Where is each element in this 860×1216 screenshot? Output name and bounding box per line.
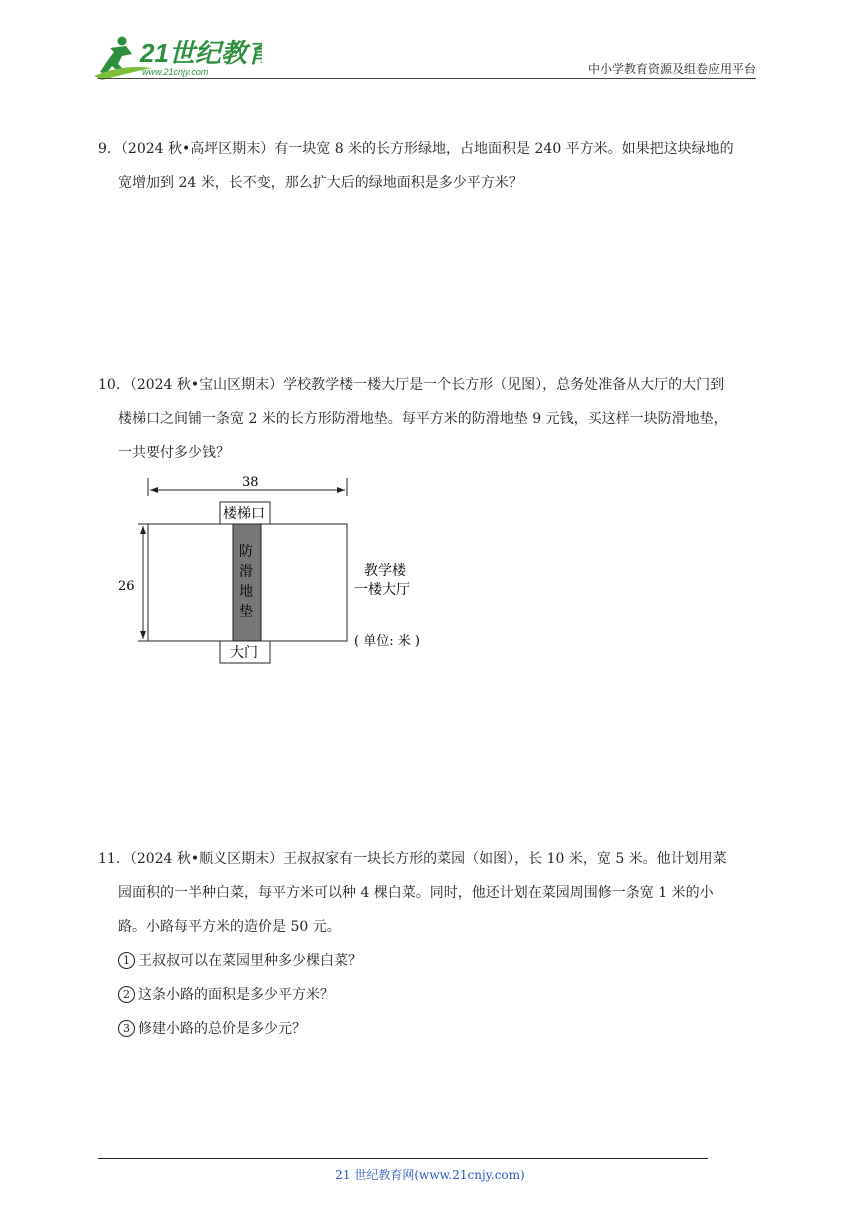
sub-question-1-text: 王叔叔可以在菜园里种多少棵白菜？ [138, 953, 362, 969]
page-header [0, 0, 860, 90]
height-label: 26 [118, 579, 135, 594]
stairway-label: 楼梯口 [223, 506, 265, 522]
height-arrow-down-icon [140, 631, 146, 639]
question-9-line-1: 9．（2024 秋•高坪区期末）有一块宽 8 米的长方形绿地，占地面积是 240 平方米。如果把这块绿地的 [98, 141, 734, 157]
question-11-line-2: 园面积的一半种白菜，每平方米可以种 4 棵白菜。同时，他还计划在菜园周围修一条宽 1 米的小 [118, 885, 714, 901]
question-11 [98, 842, 770, 1046]
question-10 [98, 368, 770, 470]
question-9 [98, 132, 770, 200]
sub-question-1 [98, 944, 770, 978]
footer-link[interactable]: 21 世纪教育网(www.21cnjy.com) [335, 1168, 525, 1182]
mat-char-1: 防 [239, 544, 253, 560]
question-10-line-2: 楼梯口之间铺一条宽 2 米的长方形防滑地垫。每平方米的防滑地垫 9 元钱，买这样一块防滑地垫， [118, 411, 728, 427]
circled-number-1: 1 [118, 952, 135, 969]
anti-slip-mat [233, 524, 261, 641]
question-10-line-1: 10．（2024 秋•宝山区期末）学校教学楼一楼大厅是一个长方形（见图），总务处准备从大厅的大门到 [98, 377, 725, 393]
sub-question-2 [98, 978, 770, 1012]
width-arrow-right-icon [337, 487, 345, 493]
question-11-line-1: 11．（2024 秋•顺义区期末）王叔叔家有一块长方形的菜园（如图），长 10 米，宽 5 米。他计划用菜 [98, 851, 727, 867]
platform-title: 中小学教育资源及组卷应用平台 [587, 62, 756, 76]
sub-question-3-text: 修建小路的总价是多少元？ [138, 1021, 306, 1037]
building-label: 教学楼 [364, 563, 406, 579]
question-9-line-2: 宽增加到 24 米，长不变，那么扩大后的绿地面积是多少平方米？ [118, 175, 523, 191]
circled-number-3: 3 [118, 1020, 135, 1037]
logo-url: www.21cnjy.com [142, 67, 209, 77]
footer-divider [98, 1158, 708, 1159]
height-arrow-up-icon [140, 526, 146, 534]
mat-char-3: 地 [239, 584, 253, 600]
site-logo [92, 34, 262, 80]
width-arrow-left-icon [150, 487, 158, 493]
unit-label: ( 单位: 米 ) [354, 634, 420, 649]
circled-number-2: 2 [118, 986, 135, 1003]
main-door-label: 大门 [230, 645, 258, 661]
logo-title: 21世纪教育 [140, 38, 262, 68]
mat-char-2: 滑 [239, 564, 253, 580]
hall-label: 一楼大厅 [354, 582, 410, 598]
mat-char-4: 垫 [239, 604, 253, 620]
sub-question-2-text: 这条小路的面积是多少平方米？ [138, 987, 334, 1003]
header-divider [98, 78, 756, 79]
width-label: 38 [242, 475, 259, 490]
question-11-line-3: 路。小路每平方米的造价是 50 元。 [118, 919, 341, 935]
question-10-line-3: 一共要付多少钱？ [118, 445, 230, 461]
runner-logo-icon [92, 34, 262, 80]
sub-question-3 [98, 1012, 770, 1046]
hall-diagram [118, 474, 438, 668]
